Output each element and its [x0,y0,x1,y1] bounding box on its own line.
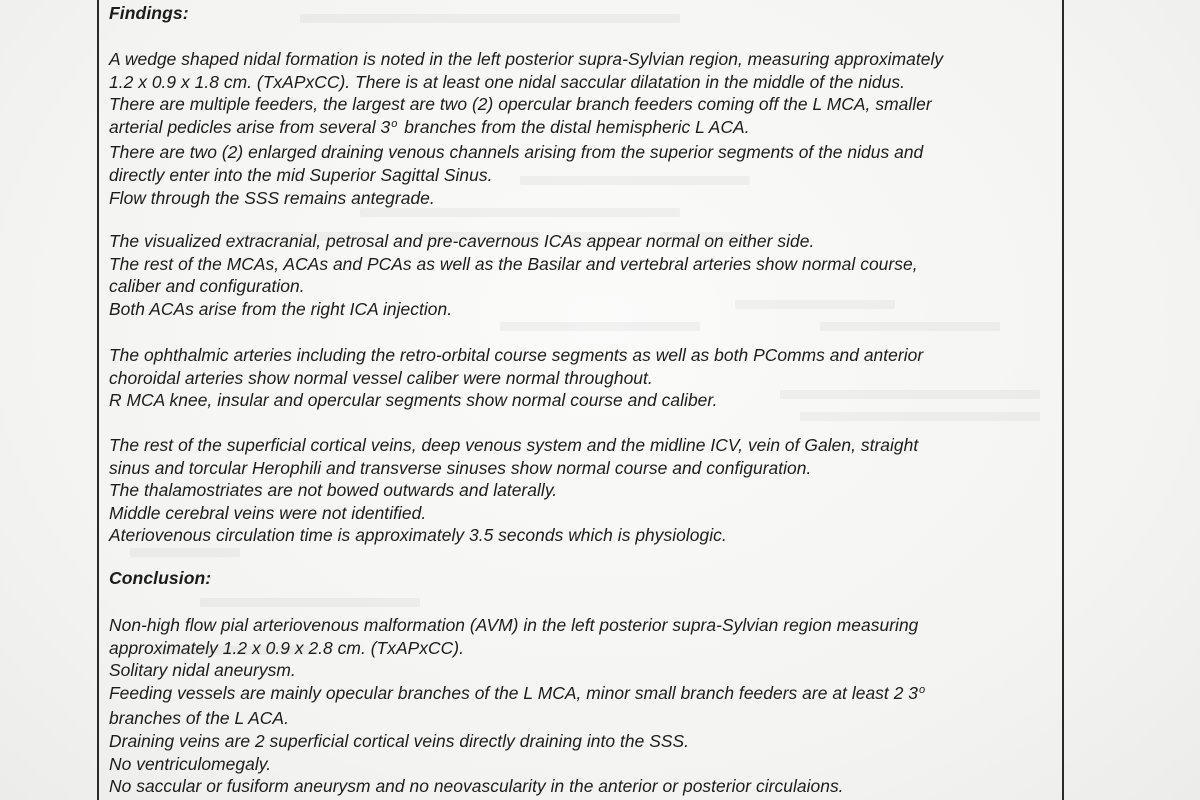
conclusion-paragraph [109,614,1055,798]
findings-paragraph-1 [109,48,1055,209]
text-line: The rest of the MCAs, ACAs and PCAs as well as the Basilar and vertebral arteries show normal course, [109,253,918,274]
findings-paragraph-3 [109,344,1055,412]
text-line: 1.2 x 0.9 x 1.8 cm. (TxAPxCC). There is at least one nidal saccular dilatation in the middle of the nidus. [109,71,905,92]
text-line: Non-high flow pial arteriovenous malformation (AVM) in the left posterior supra-Sylvian region measuring [109,615,919,635]
text-line: The visualized extracranial, petrosal and pre-cavernous ICAs appear normal on either side. [109,231,815,251]
text-line: No saccular or fusiform aneurysm and no neovascularity in the anterior or posterior circulaions. [109,776,844,797]
findings-heading: Findings: [109,3,189,23]
text-line: Middle cerebral veins were not identified. [109,502,427,523]
text-line: There are two (2) enlarged draining venous channels arising from the superior segments of the nidus and [109,142,924,163]
findings-paragraph-4 [109,434,1055,547]
text-line: There are multiple feeders, the largest are two (2) opercular branch feeders coming off the L MCA, smaller [109,94,932,115]
conclusion-heading: Conclusion: [109,568,212,588]
text-line: The rest of the superficial cortical veins, deep venous system and the midline ICV, vein of Galen, straight [109,435,919,455]
text-line: A wedge shaped nidal formation is noted in the left posterior supra-Sylvian region, measuring approximately [109,49,944,69]
text-line: sinus and torcular Herophili and transverse sinuses show normal course and configuration. [109,457,812,478]
text-line: No ventriculomegaly. [109,753,272,774]
text-line: branches of the L ACA. [109,708,289,729]
text-line: Both ACAs arise from the right ICA injection. [109,298,453,319]
text-line: caliber and configuration. [109,276,305,297]
text-line: Ateriovenous circulation time is approximately 3.5 seconds which is physiologic. [109,525,727,546]
text-line: Solitary nidal aneurysm. [109,660,296,681]
degree-mark: o [919,683,926,696]
text-line: Feeding vessels are mainly opecular branches of the L MCA, minor small branch feeders are at least 2 3$^o$ [109,682,926,703]
findings-paragraph-2 [109,230,1055,320]
text-line: R MCA knee, insular and opercular segments show normal course and caliber. [109,390,718,411]
text-line: approximately 1.2 x 0.9 x 2.8 cm. (TxAPxCC). [109,637,464,658]
text-line: Flow through the SSS remains antegrade. [109,187,435,208]
text-line: The ophthalmic arteries including the retro-orbital course segments as well as both PComms and anterior [109,345,924,365]
text-line: Draining veins are 2 superficial cortical veins directly draining into the SSS. [109,730,690,751]
text-line: The thalamostriates are not bowed outwards and laterally. [109,480,558,501]
text-line: choroidal arteries show normal vessel caliber were normal throughout. [109,367,653,388]
text-line: arterial pedicles arise from several 3$^o$ branches from the distal hemispheric L ACA. [109,116,750,137]
degree-mark: o [391,117,398,130]
text-line: directly enter into the mid Superior Sagittal Sinus. [109,164,493,185]
